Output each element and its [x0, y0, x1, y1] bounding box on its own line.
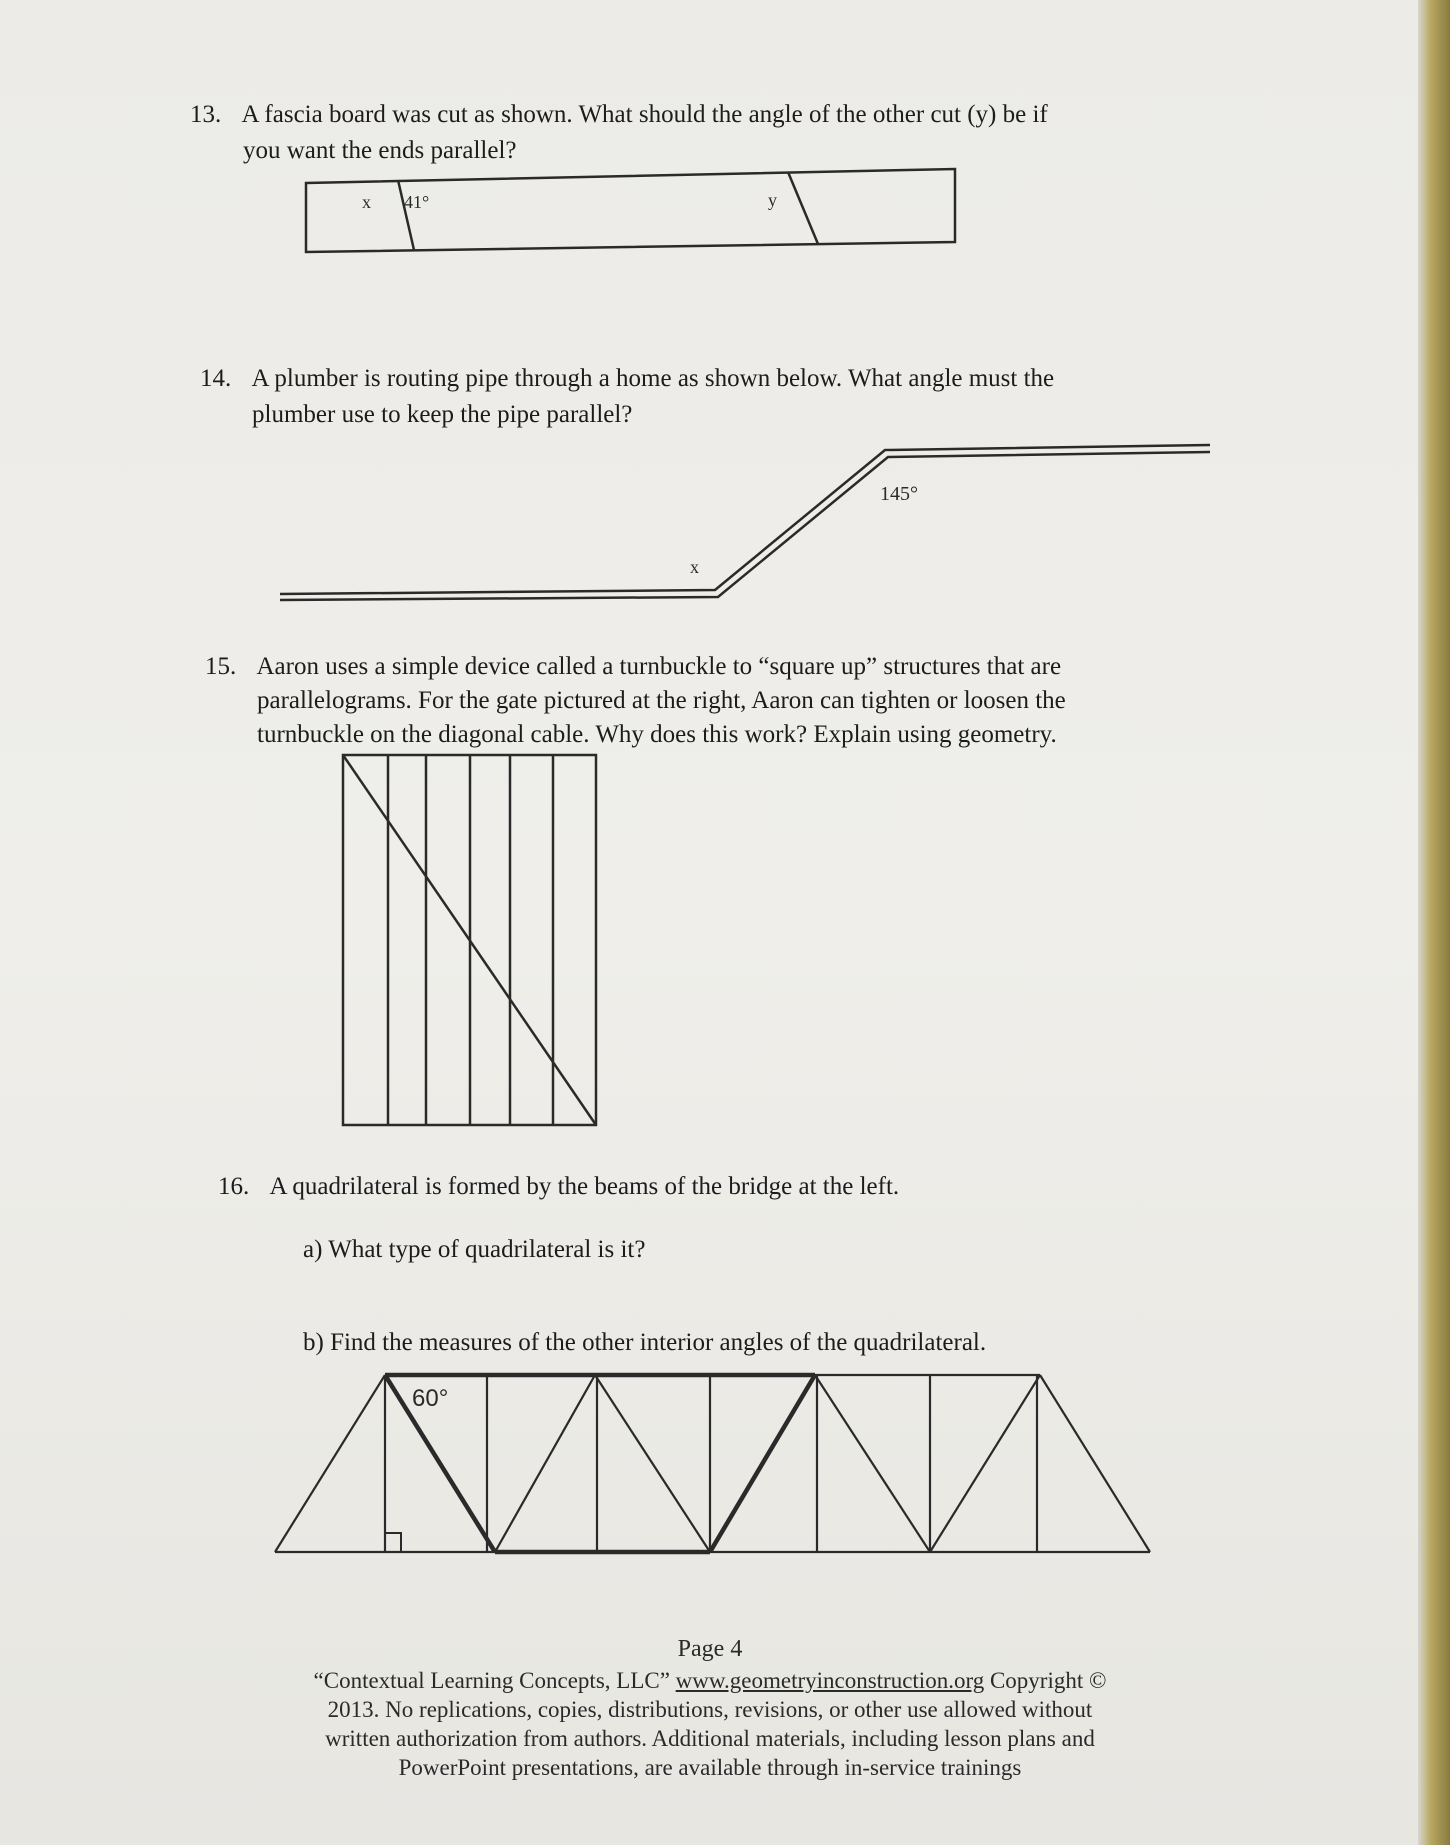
truss-diagonal-2 — [495, 1375, 595, 1552]
footer-line-4: PowerPoint presentations, are available through in-service trainings — [398, 1755, 1022, 1780]
footer-line-2: 2013. No replications, copies, distributions, revisions, or other use allowed without — [327, 1697, 1093, 1722]
question-16-part-b: b) Find the measures of the other interior angles of the quadrilateral. — [303, 1329, 987, 1356]
bridge-label-angle: 60° — [412, 1385, 449, 1412]
fascia-cut-right — [788, 172, 818, 244]
truss-diagonal-4 — [710, 1375, 815, 1552]
question-14-text-line2: plumber use to keep the pipe parallel? — [252, 401, 633, 428]
pipe-upper-line — [280, 445, 1210, 594]
footer-line-3: written authorization from authors. Additional materials, including lesson plans and — [325, 1726, 1095, 1751]
pipe-label-angle: 145° — [880, 483, 918, 505]
fascia-cut-left — [398, 180, 414, 250]
question-14-number: 14. — [200, 365, 232, 392]
pipe-lower-line — [280, 452, 1210, 600]
question-15-text-line2: parallelograms. For the gate pictured at the right, Aaron can tighten or loosen the — [257, 687, 1066, 714]
footer-website-link[interactable]: www.geometryinconstruction.org — [675, 1668, 985, 1693]
question-13-text-line2: you want the ends parallel? — [243, 137, 517, 164]
fascia-label-y: y — [768, 190, 777, 210]
page-footer — [230, 1635, 1190, 1782]
question-15-text-line3: turnbuckle on the diagonal cable. Why does this work? Explain using geometry. — [257, 721, 1057, 748]
pipe-diagram — [280, 445, 1210, 600]
question-15-number: 15. — [205, 653, 237, 680]
question-13-number: 13. — [190, 101, 222, 128]
gate-diagram — [343, 755, 596, 1125]
footer-company: “Contextual Learning Concepts, LLC” — [313, 1668, 670, 1693]
question-16-number: 16. — [218, 1173, 250, 1200]
truss-right-end-post — [1040, 1375, 1150, 1552]
fascia-label-x: x — [362, 192, 371, 212]
right-angle-marker — [385, 1533, 401, 1552]
question-16-text-line1: A quadrilateral is formed by the beams of the bridge at the left. — [269, 1173, 900, 1200]
truss-diagonal-5 — [815, 1375, 930, 1552]
question-15-text-line1: Aaron uses a simple device called a turnbuckle to “square up” structures that are — [256, 653, 1062, 680]
fascia-label-angle: 41° — [404, 192, 430, 212]
truss-left-end-post — [275, 1375, 385, 1552]
truss-diagonal-3 — [595, 1375, 710, 1552]
footer-line-1 — [230, 1666, 1190, 1695]
question-16-part-a: a) What type of quadrilateral is it? — [303, 1236, 646, 1263]
question-14-text-line1: A plumber is routing pipe through a home as shown below. What angle must the — [251, 365, 1055, 392]
footer-copyright: Copyright © — [989, 1668, 1107, 1693]
page-number: Page 4 — [677, 1636, 743, 1662]
truss-diagonal-6 — [930, 1375, 1040, 1552]
question-13-text-line1: A fascia board was cut as shown. What should the angle of the other cut (y) be if — [241, 101, 1048, 128]
bridge-truss-diagram — [275, 1375, 1150, 1552]
fascia-board-diagram — [306, 169, 955, 252]
pipe-label-x: x — [690, 557, 699, 577]
